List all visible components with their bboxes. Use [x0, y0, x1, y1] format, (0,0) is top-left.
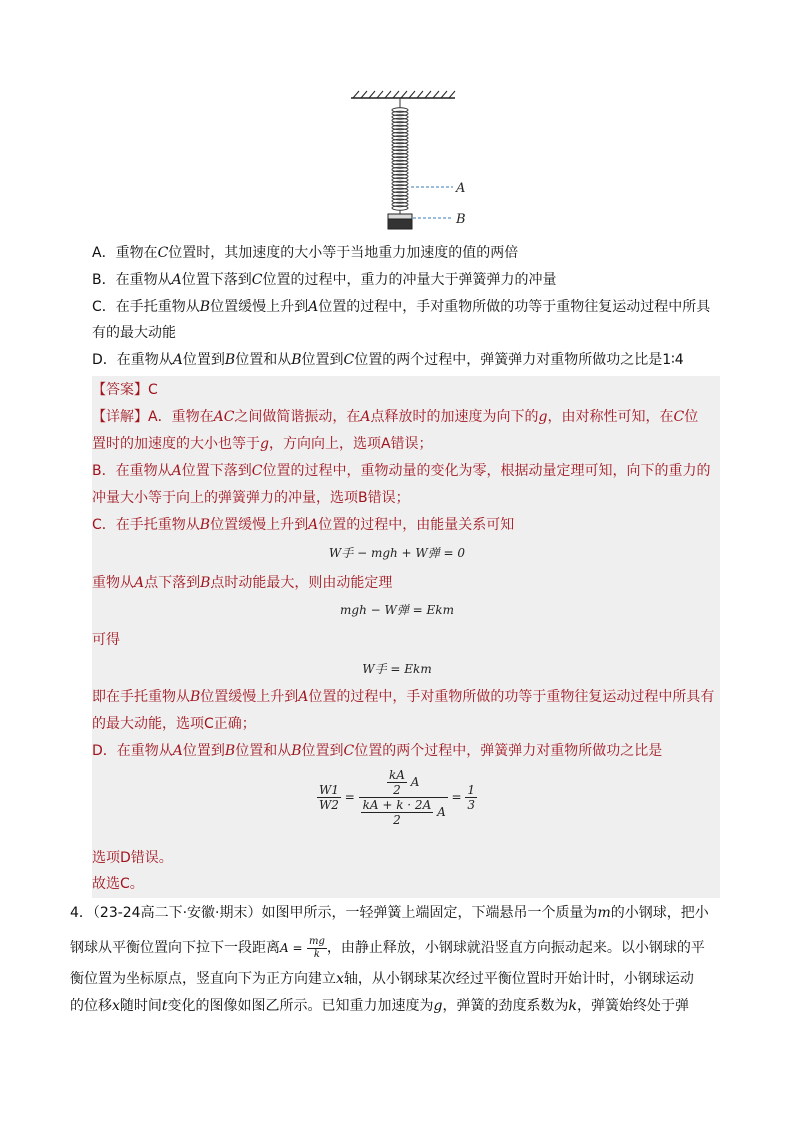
answer-label: 【答案】C: [92, 382, 158, 398]
q4-line-3: 衡位置为坐标原点，竖直向下为正方向建立x轴，从小钢球某次经过平衡位置时开始计时，小钢球运动: [70, 971, 694, 987]
detail-line-3: B．在重物从A位置下落到C位置的过程中，重物动量的变化为零，根据动量定理可知，向下的重力的: [92, 463, 711, 479]
equation-2: mgh − W弹 = Ekm: [340, 603, 454, 617]
detail-line-2: 置时的加速度的大小也等于g，方向向上，选项A错误；: [92, 436, 433, 452]
label-b: B: [456, 212, 466, 227]
option-a: A．重物在C位置时，其加速度的大小等于当地重力加速度的值的两倍: [92, 245, 519, 261]
option-d: D．在重物从A位置到B位置和从B位置到C位置的两个过程中，弹簧弹力对重物所做功之比是1∶4: [92, 352, 684, 368]
option-b: B．在重物从A位置下落到C位置的过程中，重力的冲量大于弹簧弹力的冲量: [92, 272, 557, 288]
equation-1: W手 − mgh + W弹 = 0: [328, 546, 466, 560]
option-c: C．在手托重物从B位置缓慢上升到A位置的过程中，手对重物所做的功等于重物往复运动过程中所具: [92, 299, 711, 315]
equation-3: W手 = Ekm: [362, 662, 432, 676]
result-fraction: $\frac{1}{3}$: [467, 783, 476, 812]
detail-line-9: 的最大动能，选项C正确；: [92, 716, 256, 732]
detail-line-6: 重物从A点下落到B点时动能最大，则由动能定理: [92, 575, 393, 591]
detail-line-1: 【详解】A．重物在AC之间做简谐振动，在A点释放时的加速度为向下的g，由对称性可知，在C位: [92, 409, 699, 425]
detail-line-12: 故选C。: [92, 876, 144, 892]
detail-line-4: 冲量大小等于向上的弹簧弹力的冲量，选项B错误；: [92, 490, 410, 506]
detail-line-7: 可得: [92, 632, 120, 648]
detail-line-8: 即在手托重物从B位置缓慢上升到A位置的过程中，手对重物所做的功等于重物往复运动过程中所具有: [92, 689, 715, 705]
detail-line-5: C．在手托重物从B位置缓慢上升到A位置的过程中，由能量关系可知: [92, 517, 515, 533]
equation-4: $\frac{W1}{W2}$ = $\frac{kA}{2}$ A $\frac{kA + k \cdot 2A}{2}$ A = $\frac{1}{3}$: [318, 768, 476, 827]
option-c-cont: 有的最大动能: [92, 325, 176, 341]
detail-line-11: 选项D错误。: [92, 850, 173, 866]
q4-line-4: 的位移x随时间t变化的图像如图乙所示。已知重力加速度为g，弹簧的劲度系数为k，弹簧始终处于弹: [70, 998, 689, 1014]
detail-line-10: D．在重物从A位置到B位置和从B位置到C位置的两个过程中，弹簧弹力对重物所做功之比是: [92, 743, 663, 759]
work-fraction: $\frac{kA}{2}$ A $\frac{kA + k \cdot 2A}{2}$ A: [359, 768, 448, 827]
distance-fraction: $\frac{mg}{k}$: [309, 935, 325, 960]
spring-diagram: [345, 88, 475, 238]
spring-figure: [345, 88, 475, 238]
q4-line-2: 钢球从平衡位置向下拉下一段距离A = $\frac{mg}{k}$ ，由静止释放，小钢球就沿竖直方向振动起来。以小钢球的平: [70, 935, 705, 960]
label-a: A: [456, 181, 466, 196]
w-ratio: $\frac{W1}{W2}$: [318, 783, 339, 812]
q4-line-1: 4．（23-24高二下·安徽·期末）如图甲所示，一轻弹簧上端固定，下端悬吊一个质量为m的小钢球，把小: [70, 905, 709, 921]
